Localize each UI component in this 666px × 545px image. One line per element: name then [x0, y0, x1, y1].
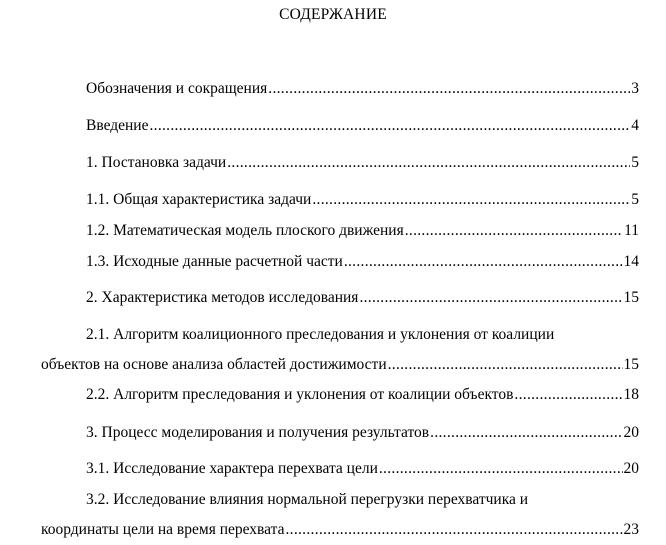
toc-entry-first-line: 3.2. Исследование влияния нормальной перегрузки перехватчика и	[86, 491, 529, 508]
toc-entry	[86, 253, 639, 271]
toc-entry-page: 11	[624, 222, 639, 239]
toc-entry-page: 15	[623, 289, 639, 306]
toc-entry-page: 5	[631, 154, 639, 171]
toc-entry-label: объектов на основе анализа областей достижимости	[41, 356, 387, 373]
toc-leader-dots	[379, 460, 623, 478]
toc-entry	[86, 222, 639, 240]
toc-entry-page: 14	[623, 253, 639, 270]
toc-leader-dots	[149, 117, 630, 135]
toc-entry-page: 15	[623, 356, 639, 373]
toc-entry-label: Введение	[86, 117, 149, 134]
toc-entry	[86, 424, 639, 442]
toc-leader-dots	[268, 80, 630, 98]
toc-entry-label: 1.2. Математическая модель плоского движения	[86, 222, 404, 239]
toc-entry-label: 3.1. Исследование характера перехвата цели	[86, 460, 378, 477]
toc-leader-dots	[405, 222, 623, 240]
toc-entry-label: 2.2. Алгоритм преследования и уклонения от коалиции объектов	[86, 386, 514, 403]
toc-entry-label: Обозначения и сокращения	[86, 80, 268, 97]
page-title: СОДЕРЖАНИЕ	[279, 6, 387, 23]
toc-leader-dots	[388, 356, 623, 374]
toc-entry-page: 18	[623, 386, 639, 403]
toc-entry-label: 1.1. Общая характеристика задачи	[86, 191, 312, 208]
toc-entry-page: 20	[623, 424, 639, 441]
toc-entry	[86, 460, 639, 478]
toc-entry	[41, 356, 639, 374]
toc-leader-dots	[359, 289, 622, 307]
toc-entry-label: 1.3. Исходные данные расчетной части	[86, 253, 343, 270]
toc-leader-dots	[430, 424, 622, 442]
toc-entry	[86, 289, 639, 307]
toc-entry-label: 2. Характеристика методов исследования	[86, 289, 359, 306]
toc-entry-first-line: 2.1. Алгоритм коалиционного преследования и уклонения от коалиции	[86, 326, 555, 343]
toc-leader-dots	[312, 191, 630, 209]
toc-entry-label: координаты цели на время перехвата	[41, 521, 285, 538]
toc-entry-page: 20	[623, 460, 639, 477]
toc-leader-dots	[285, 521, 622, 539]
toc-entry-label: 1. Постановка задачи	[86, 154, 227, 171]
toc-leader-dots	[227, 154, 630, 172]
toc-entry-label: 3. Процесс моделирования и получения результатов	[86, 424, 430, 441]
toc-entry	[86, 191, 639, 209]
toc-entry-page: 23	[623, 521, 639, 538]
toc-entry-page: 4	[631, 117, 639, 134]
toc-entry	[86, 154, 639, 172]
toc-entry	[86, 117, 639, 135]
toc-entry	[86, 386, 639, 404]
toc-entry	[86, 80, 639, 98]
toc-leader-dots	[344, 253, 623, 271]
toc-leader-dots	[514, 386, 622, 404]
toc-entry-page: 3	[631, 80, 639, 97]
toc-entry	[41, 521, 639, 539]
toc-entry-page: 5	[631, 191, 639, 208]
